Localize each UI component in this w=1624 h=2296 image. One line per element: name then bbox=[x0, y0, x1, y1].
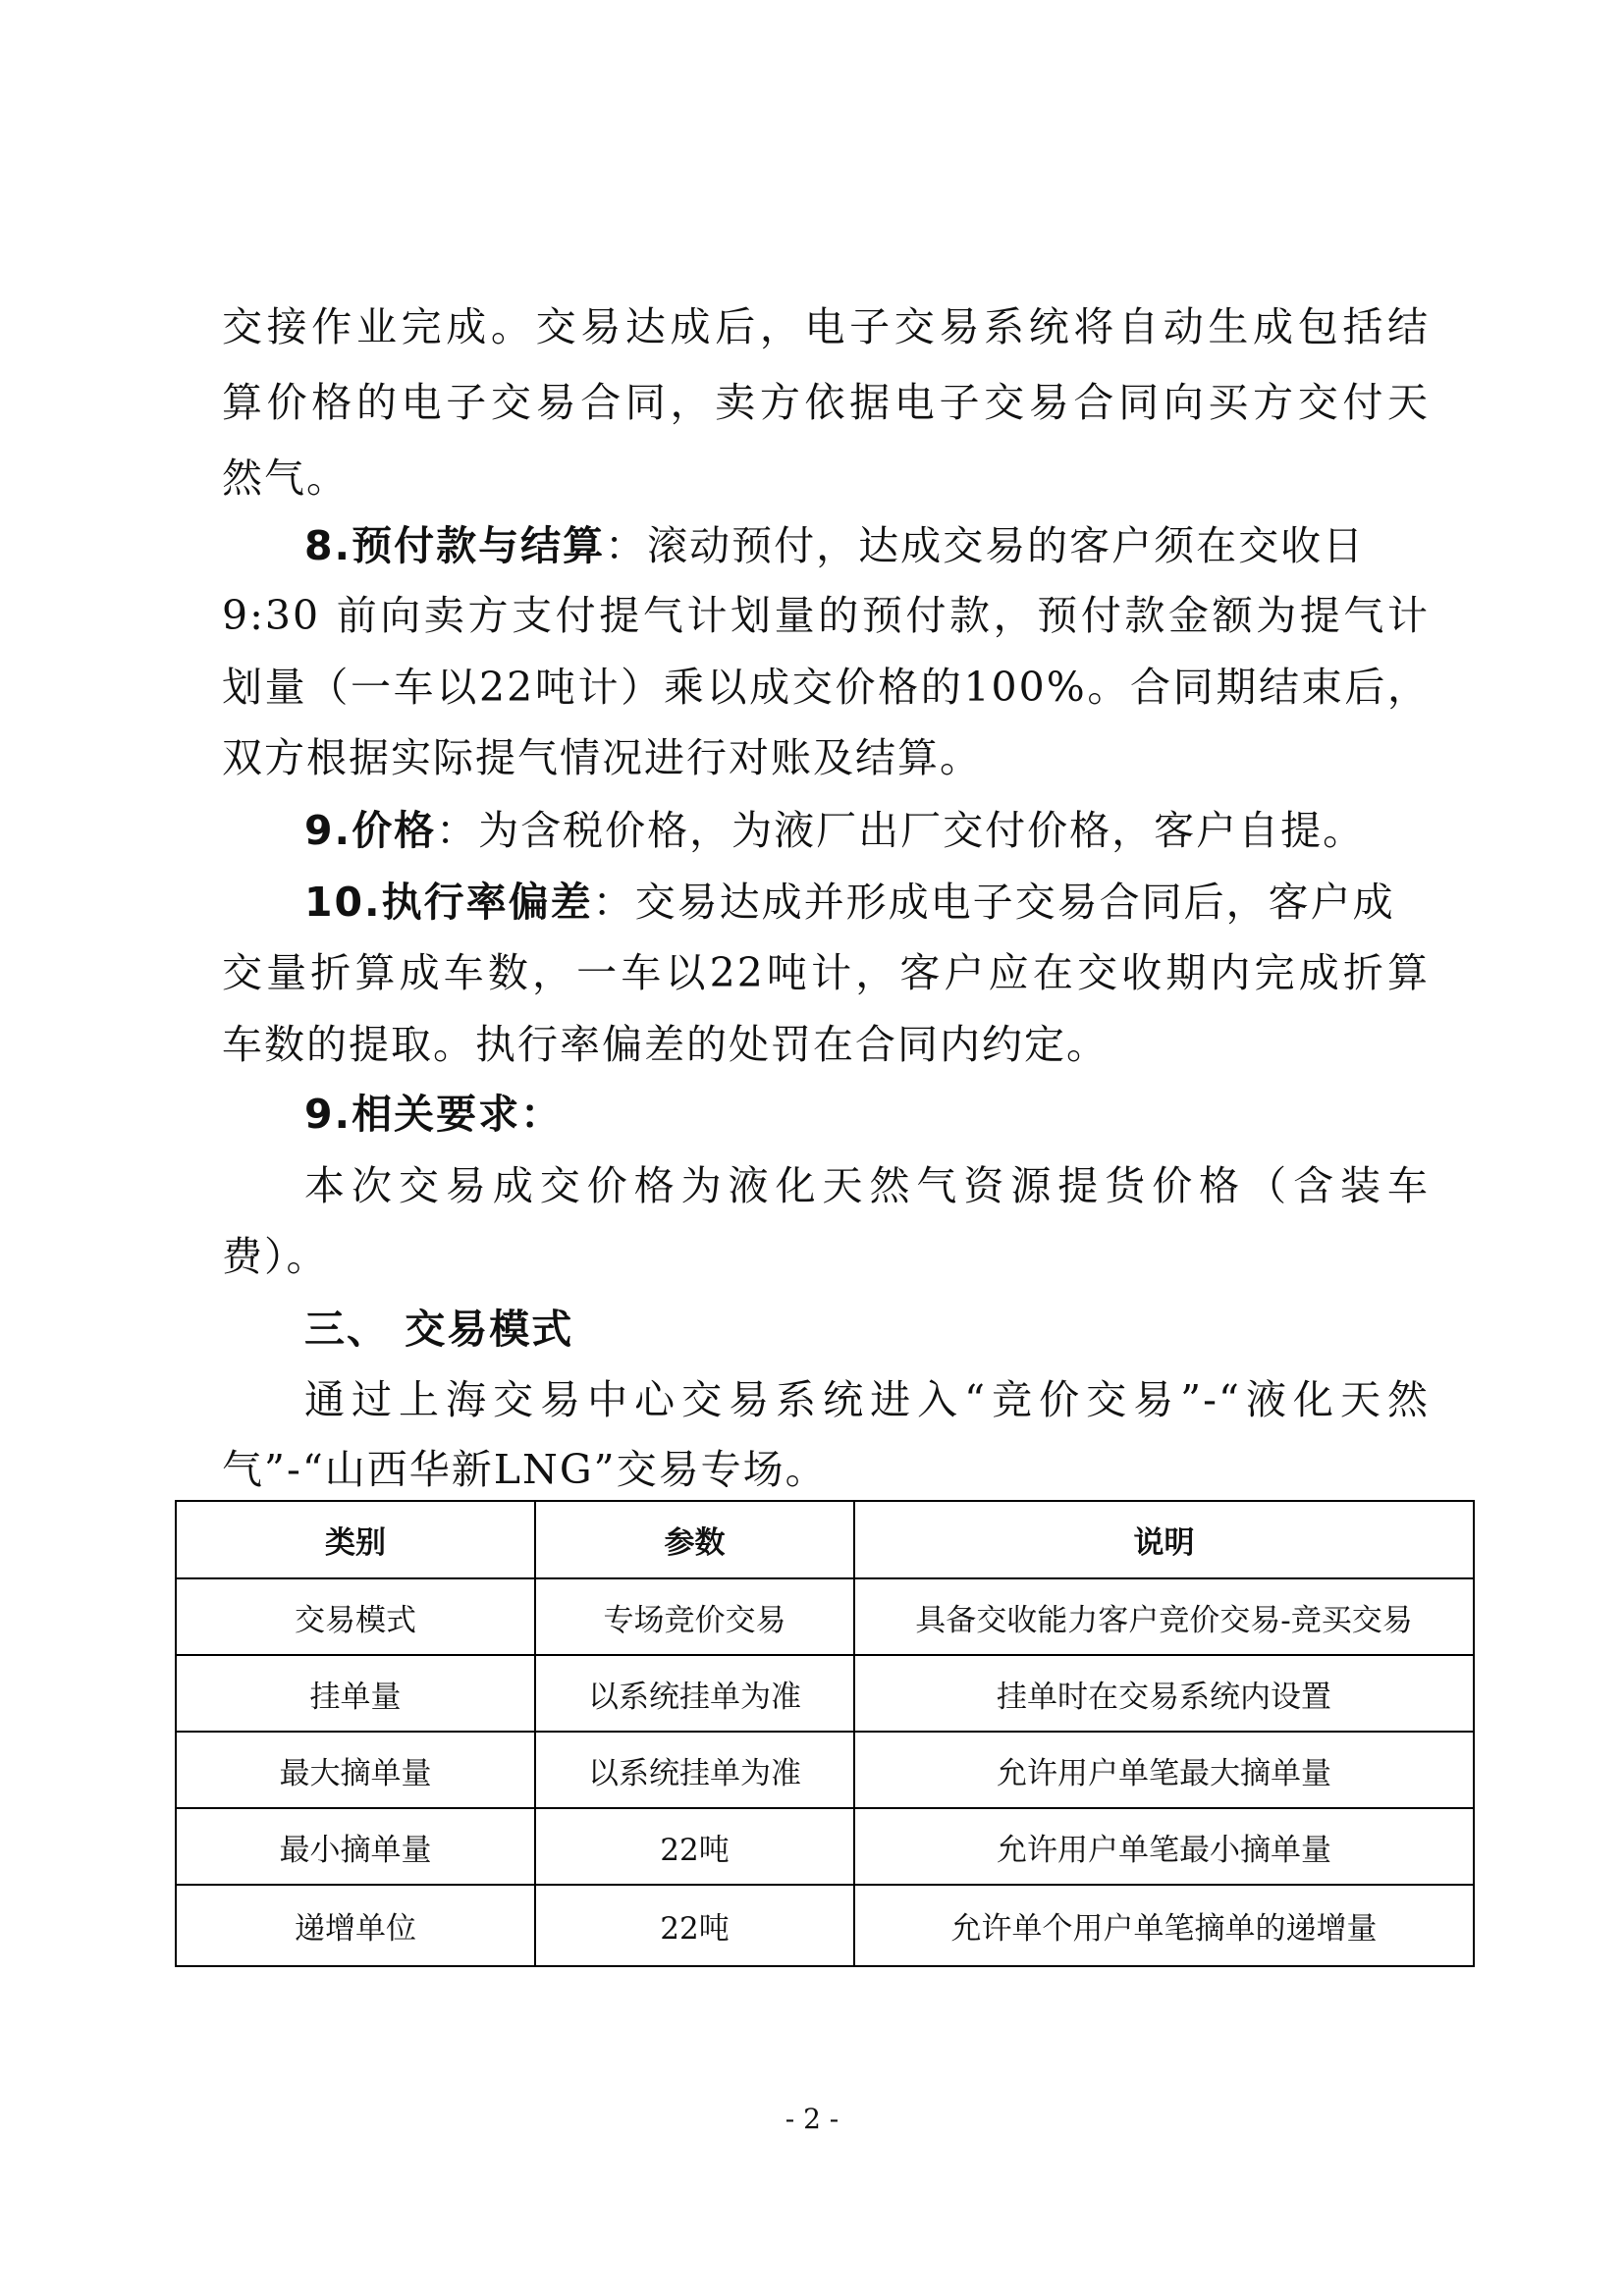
paragraph-line: 车数的提取。执行率偏差的处罚在合同内约定。 bbox=[222, 1021, 1109, 1068]
table-row bbox=[176, 1885, 1474, 1966]
table-header-row bbox=[176, 1501, 1474, 1578]
table-cell: 最大摘单量 bbox=[176, 1732, 535, 1808]
paragraph-line: 本次交易成交价格为液化天然气资源提货价格（含装车 bbox=[304, 1162, 1430, 1209]
paragraph-line: 9:30 前向卖方支付提气计划量的预付款，预付款金额为提气计 bbox=[222, 592, 1430, 639]
column-header-category: 类别 bbox=[176, 1501, 535, 1578]
table-row bbox=[176, 1808, 1474, 1885]
table-cell: 交易模式 bbox=[176, 1578, 535, 1655]
page-number: - 2 - bbox=[785, 2103, 839, 2135]
table-cell: 允许用户单笔最小摘单量 bbox=[854, 1808, 1474, 1885]
paragraph-line: 然气。 bbox=[222, 454, 349, 502]
table-cell: 以系统挂单为准 bbox=[535, 1732, 854, 1808]
paragraph-line: 交接作业完成。交易达成后，电子交易系统将自动生成包括结 bbox=[222, 303, 1430, 350]
table-cell: 递增单位 bbox=[176, 1885, 535, 1966]
item-10-heading: 10.执行率偏差 bbox=[304, 879, 593, 926]
paragraph-line: 双方根据实际提气情况进行对账及结算。 bbox=[222, 734, 982, 781]
table-cell: 最小摘单量 bbox=[176, 1808, 535, 1885]
item-9-price-heading: 9.价格 bbox=[304, 807, 437, 854]
table-cell: 允许单个用户单笔摘单的递增量 bbox=[854, 1885, 1474, 1966]
table-cell: 22吨 bbox=[535, 1808, 854, 1885]
paragraph-line: 费）。 bbox=[222, 1233, 329, 1280]
item-8-first-line bbox=[304, 513, 1430, 578]
table-cell: 挂单量 bbox=[176, 1655, 535, 1732]
table-row bbox=[176, 1732, 1474, 1808]
item-10-first-line bbox=[304, 870, 1430, 934]
item-8-heading: 8.预付款与结算 bbox=[304, 522, 606, 569]
paragraph-line: 交量折算成车数，一车以22吨计，客户应在交收期内完成折算 bbox=[222, 949, 1430, 996]
paragraph-line: 算价格的电子交易合同，卖方依据电子交易合同向买方交付天 bbox=[222, 379, 1430, 426]
paragraph-line: 划量（一车以22吨计）乘以成交价格的100%。合同期结束后， bbox=[222, 664, 1430, 711]
table-cell: 允许用户单笔最大摘单量 bbox=[854, 1732, 1474, 1808]
table-cell: 专场竞价交易 bbox=[535, 1578, 854, 1655]
table-row bbox=[176, 1578, 1474, 1655]
item-9-price-line bbox=[304, 798, 1430, 863]
table-cell: 具备交收能力客户竞价交易-竞买交易 bbox=[854, 1578, 1474, 1655]
table-cell: 挂单时在交易系统内设置 bbox=[854, 1655, 1474, 1732]
item-9-price-text: ：为含税价格，为液厂出厂交付价格，客户自提。 bbox=[436, 807, 1366, 854]
trading-parameters-table bbox=[175, 1500, 1475, 1967]
section-3-title: 三、 交易模式 bbox=[304, 1306, 574, 1353]
column-header-parameter: 参数 bbox=[535, 1501, 854, 1578]
item-9-requirements-heading: 9.相关要求： bbox=[304, 1091, 564, 1138]
paragraph-line: 气”-“山西华新LNG”交易专场。 bbox=[222, 1446, 828, 1493]
item-10-text: ：交易达成并形成电子交易合同后，客户成 bbox=[592, 879, 1395, 926]
item-8-text: ：滚动预付，达成交易的客户须在交收日 bbox=[605, 522, 1366, 569]
column-header-description: 说明 bbox=[854, 1501, 1474, 1578]
table-cell: 以系统挂单为准 bbox=[535, 1655, 854, 1732]
paragraph-line: 通过上海交易中心交易系统进入“竞价交易”-“液化天然 bbox=[304, 1376, 1430, 1423]
table-row bbox=[176, 1655, 1474, 1732]
table-cell: 22吨 bbox=[535, 1885, 854, 1966]
